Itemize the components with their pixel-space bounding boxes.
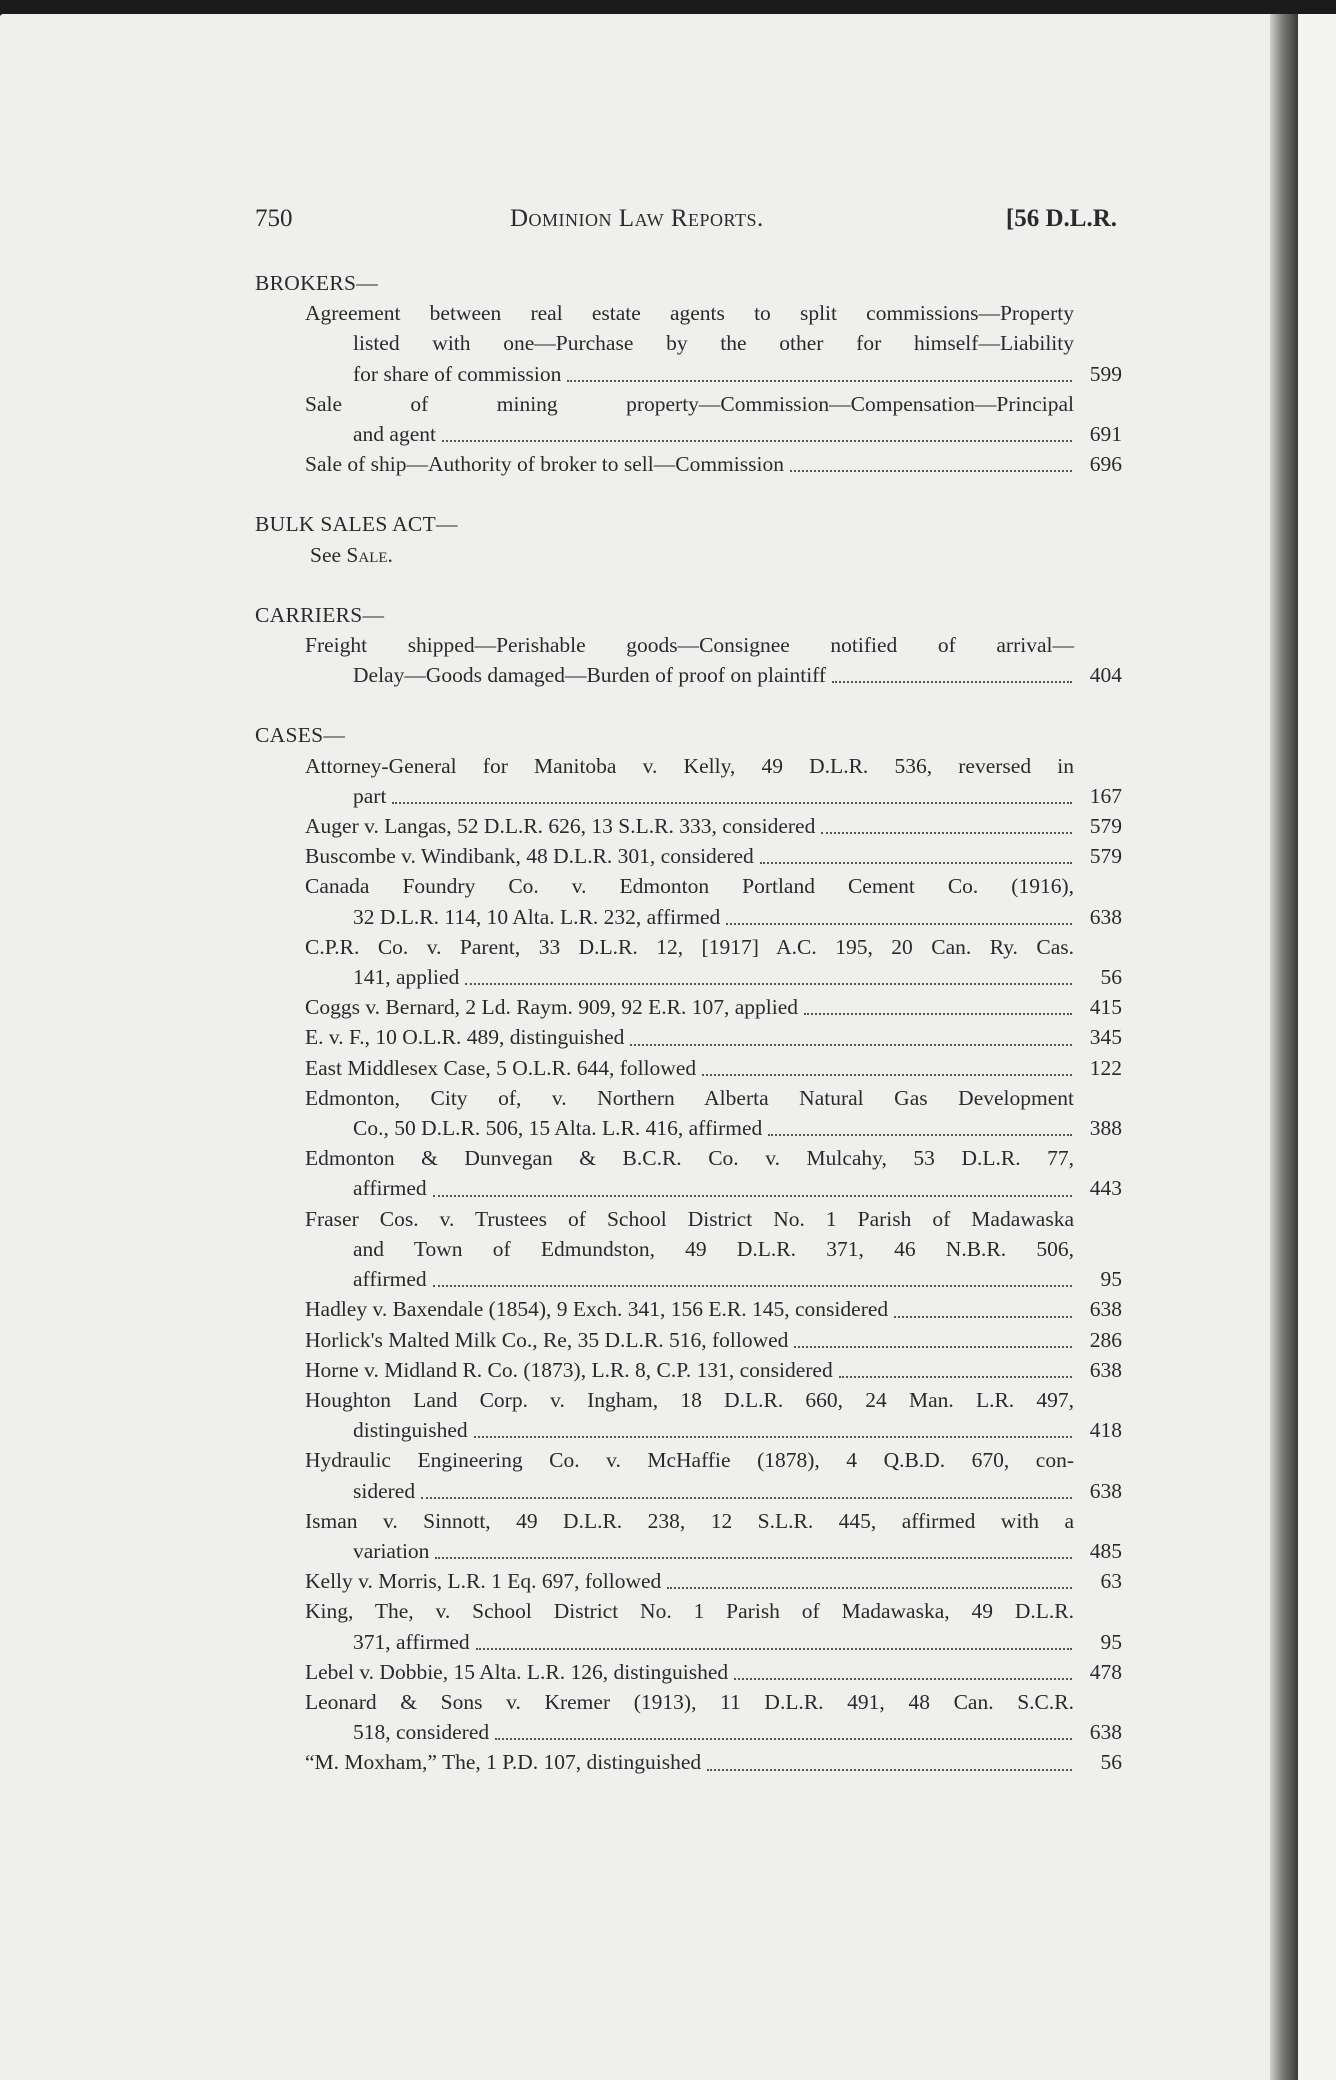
index-entry <box>255 1687 1122 1747</box>
index-section <box>255 600 1122 691</box>
index-entry <box>255 1385 1122 1445</box>
entry-text: Horlick's Malted Milk Co., Re, 35 D.L.R. 516, followed <box>305 1327 789 1352</box>
index-entry <box>255 1747 1122 1777</box>
entry-line: Houghton Land Corp. v. Ingham, 18 D.L.R. 660, 24 Man. L.R. 497, <box>305 1387 1074 1412</box>
dot-leader <box>702 1074 1072 1076</box>
entry-line: and Town of Edmundston, 49 D.L.R. 371, 46 N.B.R. 506, <box>353 1236 1074 1261</box>
see-label: See <box>310 542 342 567</box>
page-reference: 404 <box>1089 663 1122 688</box>
index-content <box>255 268 1122 1808</box>
index-entry <box>255 1053 1122 1083</box>
publication-title: Dominion Law Reports. <box>510 205 764 232</box>
dot-leader <box>433 1285 1072 1287</box>
index-entry <box>255 1204 1122 1295</box>
page-reference: 638 <box>1089 1357 1122 1382</box>
index-entry <box>255 1355 1122 1385</box>
entry-line: Sale of mining property—Commission—Compensation—Principal <box>305 391 1074 416</box>
page-reference: 478 <box>1089 1659 1122 1684</box>
index-entry <box>255 1294 1122 1324</box>
entry-text: and agent <box>353 422 436 447</box>
entry-text: Lebel v. Dobbie, 15 Alta. L.R. 126, distinguished <box>305 1659 729 1684</box>
dot-leader <box>821 832 1072 834</box>
entry-line: listed with one—Purchase by the other for himself—Liability <box>353 331 1074 356</box>
page-reference: 415 <box>1089 995 1122 1020</box>
entry-line: Attorney-General for Manitoba v. Kelly, 49 D.L.R. 536, reversed in <box>305 753 1074 778</box>
running-header <box>255 205 1117 241</box>
entry-text: affirmed <box>353 1176 427 1201</box>
entry-text: East Middlesex Case, 5 O.L.R. 644, followed <box>305 1055 697 1080</box>
entry-line: Agreement between real estate agents to split commissions—Property <box>305 301 1074 326</box>
entry-line: King, The, v. School District No. 1 Parish of Madawaska, 49 D.L.R. <box>305 1599 1074 1624</box>
entry-line: Edmonton, City of, v. Northern Alberta Natural Gas Development <box>305 1085 1074 1110</box>
index-entry <box>255 389 1122 449</box>
page-reference: 345 <box>1089 1025 1122 1050</box>
entry-line: C.P.R. Co. v. Parent, 33 D.L.R. 12, [1917] A.C. 195, 20 Can. Ry. Cas. <box>305 934 1074 959</box>
page-reference: 599 <box>1089 361 1122 386</box>
page-reference: 638 <box>1089 1720 1122 1745</box>
page-reference: 56 <box>1100 965 1122 990</box>
index-entry <box>255 630 1122 690</box>
page-reference: 696 <box>1089 452 1122 477</box>
entry-text: Delay—Goods damaged—Burden of proof on plaintiff <box>353 663 827 688</box>
page-reference: 691 <box>1089 422 1122 447</box>
index-entry <box>255 1445 1122 1505</box>
entry-text: part <box>353 783 387 808</box>
entry-text: “M. Moxham,” The, 1 P.D. 107, distinguished <box>305 1750 702 1775</box>
entry-text: Horne v. Midland R. Co. (1873), L.R. 8, C.P. 131, considered <box>305 1357 833 1382</box>
entry-line: Freight shipped—Perishable goods—Consignee notified of arrival— <box>305 633 1074 658</box>
see-target: Sale. <box>346 542 393 567</box>
index-section <box>255 268 1122 479</box>
dot-leader <box>476 1648 1072 1650</box>
page-reference: 579 <box>1089 814 1122 839</box>
entry-line: Fraser Cos. v. Trustees of School District No. 1 Parish of Madawaska <box>305 1206 1074 1231</box>
dot-leader <box>707 1769 1072 1771</box>
entry-line: Canada Foundry Co. v. Edmonton Portland Cement Co. (1916), <box>305 874 1074 899</box>
entry-text: sidered <box>353 1478 416 1503</box>
page-number: 750 <box>255 205 293 232</box>
page-reference: 122 <box>1089 1055 1122 1080</box>
entry-text: 141, applied <box>353 965 460 990</box>
page-reference: 167 <box>1089 783 1122 808</box>
entry-text: Buscombe v. Windibank, 48 D.L.R. 301, considered <box>305 844 754 869</box>
entry-text: distinguished <box>353 1418 468 1443</box>
index-entry <box>255 1022 1122 1052</box>
dot-leader <box>734 1678 1072 1680</box>
dot-leader <box>421 1497 1072 1499</box>
dot-leader <box>839 1376 1072 1378</box>
index-entry <box>255 811 1122 841</box>
index-entry <box>255 1596 1122 1656</box>
entry-text: E. v. F., 10 O.L.R. 489, distinguished <box>305 1025 625 1050</box>
dot-leader <box>495 1738 1072 1740</box>
dot-leader <box>667 1587 1072 1589</box>
entry-line: Isman v. Sinnott, 49 D.L.R. 238, 12 S.L.R. 445, affirmed with a <box>305 1508 1074 1533</box>
dot-leader <box>832 681 1072 683</box>
page-reference: 63 <box>1100 1569 1122 1594</box>
section-heading: CASES— <box>255 723 346 748</box>
index-entry <box>255 298 1122 389</box>
dot-leader <box>392 802 1072 804</box>
entry-text: Hadley v. Baxendale (1854), 9 Exch. 341, 156 E.R. 145, considered <box>305 1297 889 1322</box>
page-reference: 418 <box>1089 1418 1122 1443</box>
page-reference: 485 <box>1089 1538 1122 1563</box>
entry-text: variation <box>353 1538 430 1563</box>
dot-leader <box>790 470 1072 472</box>
index-entry <box>255 1657 1122 1687</box>
index-entry <box>255 1325 1122 1355</box>
section-heading: CARRIERS— <box>255 602 385 627</box>
volume-reference: [56 D.L.R. <box>1005 205 1117 232</box>
index-section <box>255 720 1122 1777</box>
entry-text: Co., 50 D.L.R. 506, 15 Alta. L.R. 416, affirmed <box>353 1116 763 1141</box>
index-entry <box>255 449 1122 479</box>
entry-text: Auger v. Langas, 52 D.L.R. 626, 13 S.L.R. 333, considered <box>305 814 816 839</box>
index-entry <box>255 932 1122 992</box>
entry-text: 518, considered <box>353 1720 490 1745</box>
dot-leader <box>768 1134 1072 1136</box>
see-reference <box>255 540 1122 570</box>
dot-leader <box>567 380 1072 382</box>
index-entry <box>255 992 1122 1022</box>
entry-text: for share of commission <box>353 361 562 386</box>
index-entry <box>255 1506 1122 1566</box>
index-entry <box>255 751 1122 811</box>
index-entry <box>255 1083 1122 1143</box>
dot-leader <box>804 1013 1072 1015</box>
section-heading: BROKERS— <box>255 271 379 295</box>
section-heading: BULK SALES ACT— <box>255 512 458 537</box>
page-reference: 286 <box>1089 1327 1122 1352</box>
dot-leader <box>726 923 1072 925</box>
page-reference: 638 <box>1089 1478 1122 1503</box>
dot-leader <box>435 1557 1072 1559</box>
page-reference: 579 <box>1089 844 1122 869</box>
index-entry <box>255 1143 1122 1203</box>
page-reference: 95 <box>1100 1629 1122 1654</box>
page-reference: 95 <box>1100 1267 1122 1292</box>
entry-text: 32 D.L.R. 114, 10 Alta. L.R. 232, affirmed <box>353 904 721 929</box>
dot-leader <box>474 1436 1072 1438</box>
entry-line: Leonard & Sons v. Kremer (1913), 11 D.L.R. 491, 48 Can. S.C.R. <box>305 1689 1074 1714</box>
page-gutter-shadow <box>1270 14 1298 2080</box>
entry-text: 371, affirmed <box>353 1629 470 1654</box>
dot-leader <box>894 1316 1072 1318</box>
entry-line: Edmonton & Dunvegan & B.C.R. Co. v. Mulcahy, 53 D.L.R. 77, <box>305 1146 1074 1171</box>
index-entry <box>255 841 1122 871</box>
page-reference: 638 <box>1089 904 1122 929</box>
dot-leader <box>630 1044 1072 1046</box>
index-section <box>255 509 1122 569</box>
page-reference: 56 <box>1100 1750 1122 1775</box>
entry-text: Coggs v. Bernard, 2 Ld. Raym. 909, 92 E.R. 107, applied <box>305 995 799 1020</box>
dot-leader <box>465 983 1072 985</box>
dot-leader <box>433 1195 1072 1197</box>
dot-leader <box>442 440 1072 442</box>
page-reference: 388 <box>1089 1116 1122 1141</box>
index-entry <box>255 871 1122 931</box>
entry-line: Hydraulic Engineering Co. v. McHaffie (1878), 4 Q.B.D. 670, con- <box>305 1448 1074 1473</box>
page-reference: 443 <box>1089 1176 1122 1201</box>
entry-text: Kelly v. Morris, L.R. 1 Eq. 697, followed <box>305 1569 662 1594</box>
entry-text: Sale of ship—Authority of broker to sell—Commission <box>305 452 784 477</box>
dot-leader <box>794 1346 1072 1348</box>
dot-leader <box>760 862 1072 864</box>
page-edge <box>1298 14 1336 2080</box>
index-entry <box>255 1566 1122 1596</box>
entry-text: affirmed <box>353 1267 427 1292</box>
page-reference: 638 <box>1089 1297 1122 1322</box>
